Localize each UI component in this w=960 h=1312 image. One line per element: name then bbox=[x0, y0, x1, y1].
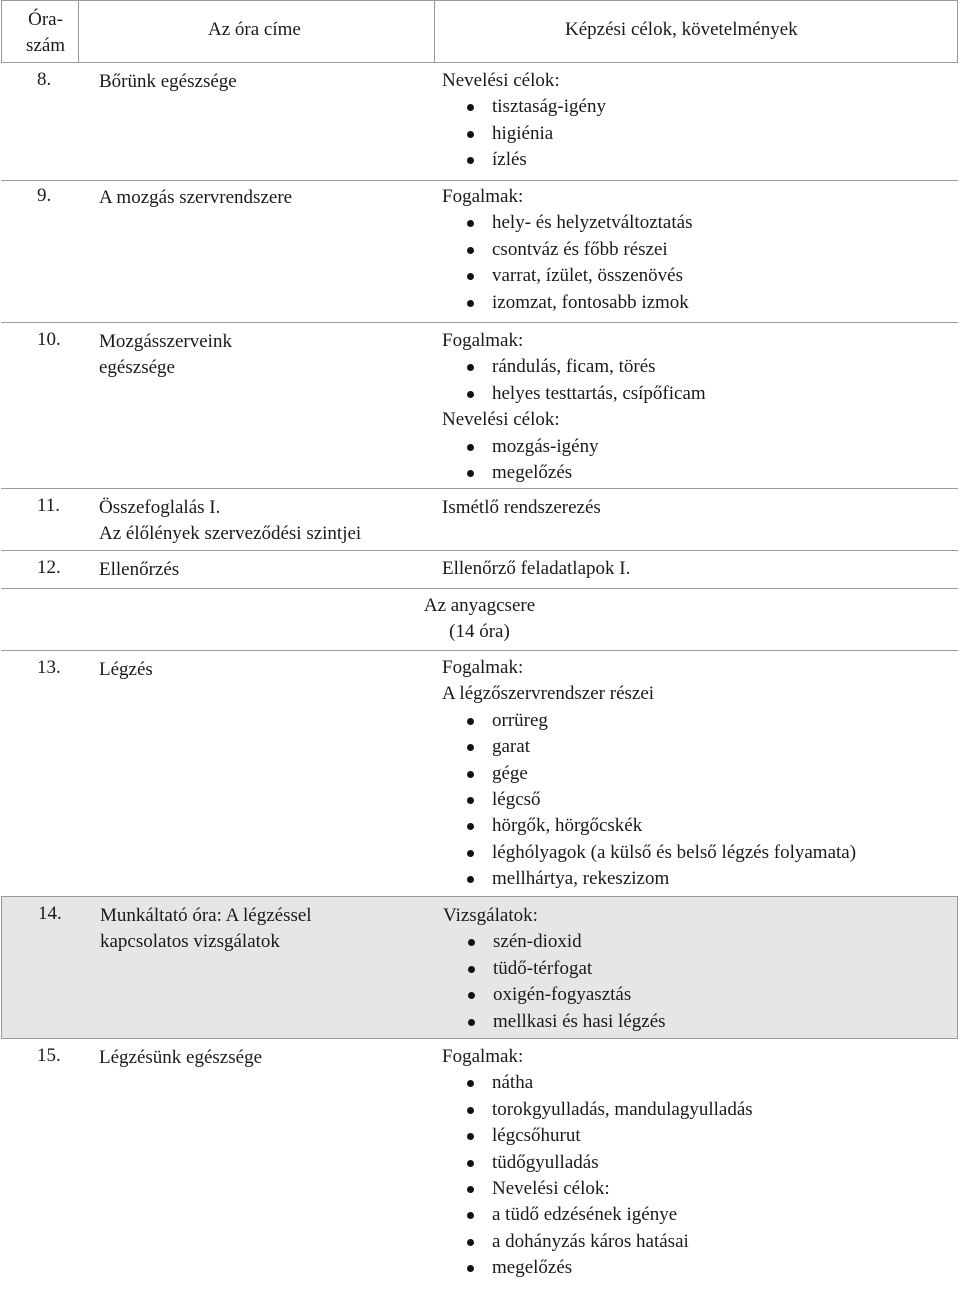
header-hour-number: Óra- szám bbox=[26, 9, 66, 56]
list-item: ízlés bbox=[442, 147, 606, 173]
header-lesson-title: Az óra címe bbox=[208, 19, 301, 40]
table-row bbox=[1, 322, 958, 488]
table-row bbox=[1, 62, 958, 184]
lesson-content bbox=[442, 184, 692, 316]
lesson-title: Légzés bbox=[99, 659, 153, 680]
lesson-number: 14. bbox=[38, 903, 62, 924]
section-heading: Nevelési célok: bbox=[442, 409, 560, 431]
bullet-list bbox=[442, 708, 856, 893]
list-item: a tüdő edzésének igénye bbox=[442, 1202, 753, 1228]
lesson-content bbox=[442, 68, 606, 174]
list-item: mellkasi és hasi légzés bbox=[443, 1009, 666, 1035]
bullet-list bbox=[442, 434, 706, 487]
lesson-number: 11. bbox=[37, 495, 61, 516]
list-item: oxigén-fogyasztás bbox=[443, 982, 666, 1008]
lesson-content bbox=[443, 903, 666, 1035]
section-heading: Fogalmak: bbox=[442, 330, 524, 351]
list-item: rándulás, ficam, törés bbox=[442, 354, 706, 380]
list-item: szén-dioxid bbox=[443, 929, 666, 955]
lesson-number: 9. bbox=[37, 185, 52, 206]
list-item: megelőzés bbox=[442, 460, 706, 486]
lesson-title: Bőrünk egészsége bbox=[99, 71, 237, 92]
section-subheading: A légzőszervrendszer részei bbox=[442, 683, 655, 705]
lesson-title: Munkáltató óra: A légzéssel kapcsolatos vizsgálatok bbox=[100, 905, 312, 952]
bullet-list bbox=[443, 929, 666, 1035]
list-item: mellhártya, rekeszizom bbox=[442, 866, 856, 892]
list-item: légcsőhurut bbox=[442, 1123, 753, 1149]
header-objectives: Képzési célok, követelmények bbox=[565, 19, 798, 40]
lesson-number: 13. bbox=[37, 657, 61, 678]
lesson-title: Mozgásszerveink egészsége bbox=[99, 331, 232, 378]
list-item: nátha bbox=[442, 1070, 753, 1096]
list-item: Nevelési célok: bbox=[442, 1176, 753, 1202]
lesson-title: Légzésünk egészsége bbox=[99, 1047, 263, 1068]
list-item: tüdőgyulladás bbox=[442, 1150, 753, 1176]
lesson-content bbox=[442, 655, 856, 893]
list-item: gége bbox=[442, 761, 856, 787]
lesson-content: Ismétlő rendszerezés bbox=[442, 497, 601, 518]
lesson-title: A mozgás szervrendszere bbox=[99, 187, 293, 208]
section-heading: Vizsgálatok: bbox=[443, 905, 538, 926]
bullet-list bbox=[442, 1070, 753, 1281]
list-item: csontváz és főbb részei bbox=[442, 237, 692, 263]
table-row bbox=[1, 1038, 958, 1312]
list-item: légcső bbox=[442, 787, 856, 813]
list-item: megelőzés bbox=[442, 1255, 753, 1281]
lesson-number: 8. bbox=[37, 69, 52, 90]
list-item: tisztaság-igény bbox=[442, 94, 606, 120]
list-item: varrat, ízület, összenövés bbox=[442, 263, 692, 289]
list-item: hörgők, hörgőcskék bbox=[442, 813, 856, 839]
section-heading: Fogalmak: bbox=[442, 186, 524, 207]
section-heading: Nevelési célok: bbox=[442, 70, 560, 91]
list-item: higiénia bbox=[442, 121, 606, 147]
list-item: hely- és helyzetváltoztatás bbox=[442, 210, 692, 236]
section-heading: Fogalmak: bbox=[442, 1046, 524, 1067]
bullet-list bbox=[442, 210, 692, 316]
table-header bbox=[1, 0, 958, 62]
bullet-list bbox=[442, 94, 606, 173]
section-heading-row bbox=[1, 588, 958, 650]
list-item: a dohányzás káros hatásai bbox=[442, 1229, 753, 1255]
table-row bbox=[1, 896, 958, 1038]
list-item: mozgás-igény bbox=[442, 434, 706, 460]
section-title: Az anyagcsere (14 óra) bbox=[423, 595, 536, 642]
list-item: léghólyagok (a külső és belső légzés folyamata) bbox=[442, 840, 856, 866]
bullet-list bbox=[442, 354, 706, 407]
column-divider bbox=[434, 1, 435, 63]
lesson-title: Összefoglalás I. Az élőlények szerveződési szintjei bbox=[99, 497, 362, 544]
table-row bbox=[1, 180, 958, 322]
lesson-number: 12. bbox=[37, 557, 61, 578]
section-heading: Fogalmak: bbox=[442, 657, 524, 678]
list-item: helyes testtartás, csípőficam bbox=[442, 381, 706, 407]
lesson-number: 10. bbox=[37, 329, 61, 350]
list-item: orrüreg bbox=[442, 708, 856, 734]
list-item: torokgyulladás, mandulagyulladás bbox=[442, 1097, 753, 1123]
lesson-content: Ellenőrző feladatlapok I. bbox=[442, 558, 631, 579]
list-item: garat bbox=[442, 734, 856, 760]
table-row bbox=[1, 650, 958, 896]
list-item: izomzat, fontosabb izmok bbox=[442, 290, 692, 316]
list-item: tüdő-térfogat bbox=[443, 956, 666, 982]
lesson-title: Ellenőrzés bbox=[99, 559, 180, 580]
lesson-number: 15. bbox=[37, 1045, 61, 1066]
lesson-content bbox=[442, 1044, 753, 1282]
table-row bbox=[1, 550, 958, 588]
column-divider bbox=[78, 1, 79, 63]
lesson-content bbox=[442, 328, 706, 486]
table-row bbox=[1, 488, 958, 550]
